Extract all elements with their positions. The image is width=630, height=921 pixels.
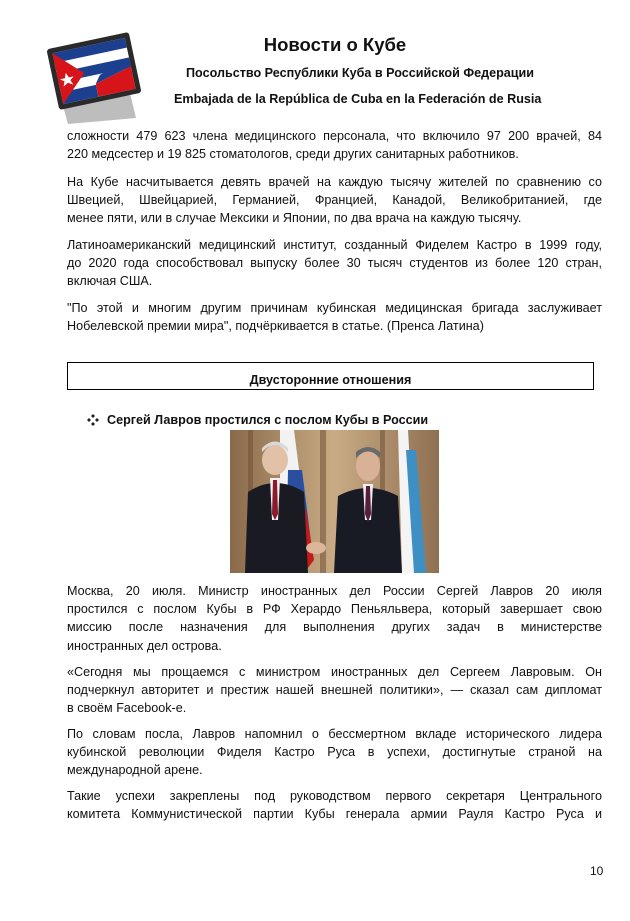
text-line: простился с послом Кубы в РФ Херардо Пеньяльвера, который завершает свою <box>67 602 602 617</box>
text-line: По словам посла, Лавров напомнил о бессмертном вкладе исторического лидера <box>67 727 602 741</box>
paragraph <box>67 725 602 780</box>
text-line: международной арене. <box>67 763 203 778</box>
paragraph <box>67 582 602 655</box>
text-line: На Кубе насчитывается девять врачей на каждую тысячу жителей по сравнению со <box>67 175 602 189</box>
text-line: Нобелевской премии мира", подчёркивается в статье. (Пренса Латина) <box>67 319 484 334</box>
text-line: менее пяти, или в случае Мексики и Японии, по два врача на каждую тысячу. <box>67 211 522 226</box>
section-header-box <box>67 362 594 390</box>
paragraph <box>67 787 602 823</box>
four-diamond-bullet-icon <box>87 414 99 426</box>
embassy-name-ru: Посольство Республики Куба в Российской Федерации <box>186 66 534 80</box>
text-line: в своём Facebook-е. <box>67 701 187 716</box>
paragraph <box>67 173 602 228</box>
text-line: до 2020 года способствовал выпуску более 30 тысяч студентов из более 120 стран, <box>67 256 602 271</box>
paragraph <box>67 299 602 335</box>
text-line: Латиноамериканский медицинский институт, созданный Фиделем Кастро в 1999 году, <box>67 238 602 252</box>
text-line: Москва, 20 июля. Министр иностранных дел России Сергей Лавров 20 июля <box>67 584 602 598</box>
text-line: сложности 479 623 члена медицинского персонала, что включило 97 200 врачей, 84 <box>67 129 602 143</box>
paragraph <box>67 663 602 718</box>
article-headline-text: Сергей Лавров простился с послом Кубы в России <box>107 413 429 427</box>
text-line: кубинской революции Фиделя Кастро Руса в успехи, достигнутые страной на <box>67 745 602 760</box>
page-title: Новости о Кубе <box>263 34 407 55</box>
paragraph <box>67 236 602 291</box>
page-number: 10 <box>590 864 604 878</box>
text-line: иностранных дел острова. <box>67 638 222 653</box>
section-title: Двусторонние отношения <box>249 373 412 387</box>
article-photo <box>230 430 439 573</box>
paragraph <box>67 127 602 163</box>
text-line: включая США. <box>67 274 153 289</box>
article-headline <box>87 413 428 427</box>
embassy-name-es: Embajada de la República de Cuba en la Federación de Rusia <box>174 92 542 106</box>
text-line: подчеркнул авторитет и престиж нашей внешней политики», — сказал сам дипломат <box>67 683 602 698</box>
text-line: Швецией, Швейцарией, Германией, Францией, Канадой, Великобританией, где <box>67 193 602 208</box>
text-line: 220 медсестер и 19 825 стоматологов, среди других санитарных работников. <box>67 147 519 162</box>
text-line: Такие успехи закреплены под руководством первого секретаря Центрального <box>67 789 602 803</box>
text-line: миссию после назначения для выполнения других задач в министерстве <box>67 620 602 635</box>
text-line: «Сегодня мы прощаемся с министром иностранных дел Сергеем Лавровым. Он <box>67 665 602 679</box>
text-line: комитета Коммунистической партии Кубы генерала армии Рауля Кастро Руса и <box>67 807 602 822</box>
text-line: "По этой и многим другим причинам кубинская медицинская бригада заслуживает <box>67 301 602 315</box>
